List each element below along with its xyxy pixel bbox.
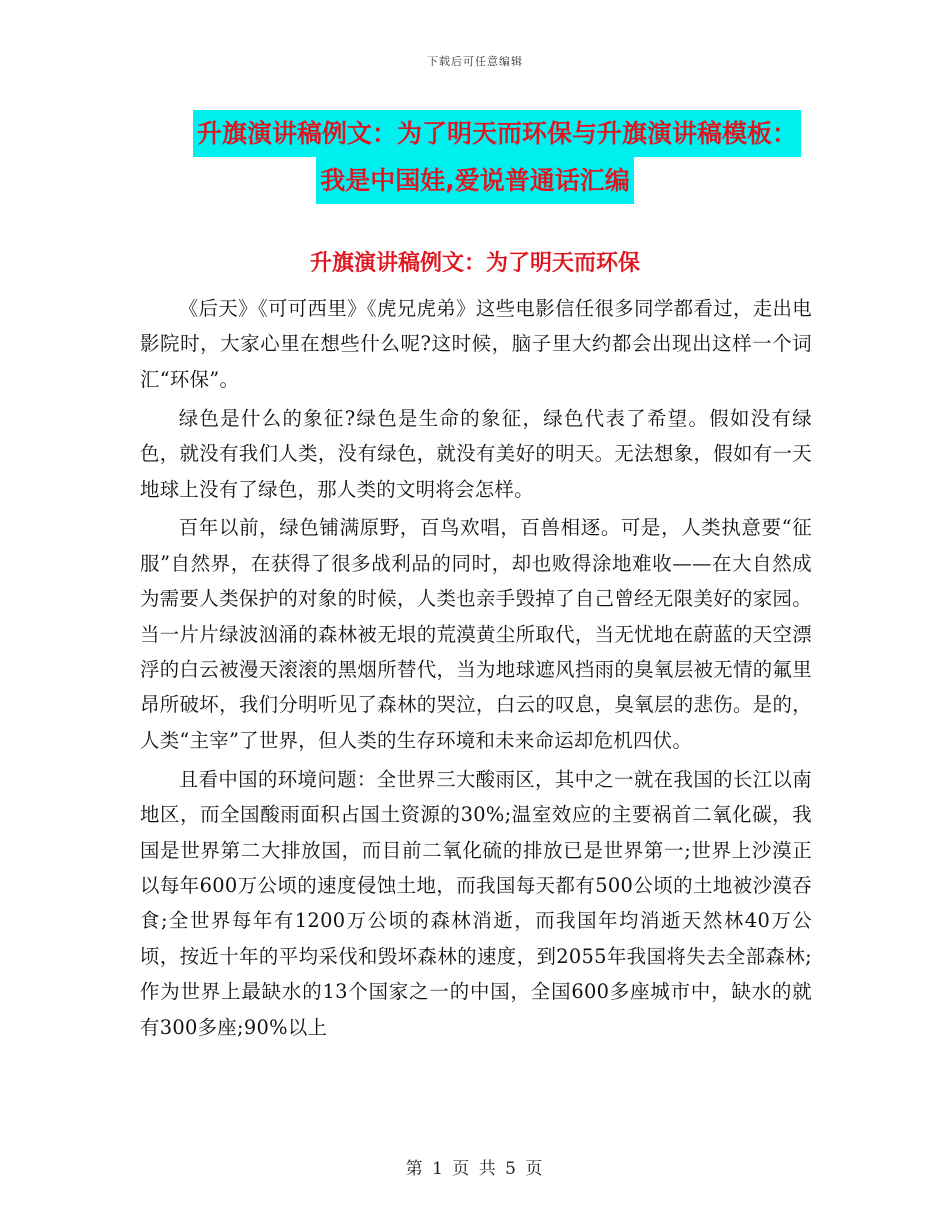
paragraph-1: 《后天》《可可西里》《虎兄虎弟》这些电影信任很多同学都看过，走出电影院时，大家心里在想些什么呢?这时候，脑子里大约都会出现出这样一个词汇“环保”。	[140, 297, 812, 391]
header-note: 下载后可任意编辑	[427, 55, 523, 68]
paragraph-4: 且看中国的环境问题：全世界三大酸雨区，其中之一就在我国的长江以南地区，而全国酸雨面积占国土资源的30%;温室效应的主要祸首二氧化碳，我国是世界第二大排放国，而目前二氧化硫的排放已是世界第一;世界上沙漠正以每年600万公顷的速度侵蚀土地，而我国每天都有500公顷的土地被沙漠吞食;全世界每年有1200万公顷的森林消逝，而我国年均消逝天然林40万公顷，按近十年的平均采伐和毁坏森林的速度，到2055年我国将失去全部森林;作为世界上最缺水的13个国家之一的中国，全国600多座城市中，缺水的就有300多座;90%以上	[140, 767, 812, 1039]
document-title-line-2: 我是中国娃,爱说普通话汇编	[316, 157, 634, 204]
paragraph-3: 百年以前，绿色铺满原野，百鸟欢唱，百兽相逐。可是，人类执意要“征服”自然界，在获得了很多战利品的同时，却也败得涂地难收——在大自然成为需要人类保护的对象的时候，人类也亲手毁掉了自己曾经无限美好的家园。当一片片绿波汹涌的森林被无垠的荒漠黄尘所取代，当无忧地在蔚蓝的天空漂浮的白云被漫天滚滚的黑烟所替代，当为地球遮风挡雨的臭氧层被无情的氟里昂所破坏，我们分明听见了森林的哭泣，白云的叹息，臭氧层的悲伤。是的，人类“主宰”了世界，但人类的生存环境和未来命运却危机四伏。	[140, 516, 812, 752]
document-title	[0, 110, 950, 204]
page-number-footer: 第 1 页 共 5 页	[405, 1159, 545, 1179]
body-text	[140, 291, 812, 1049]
paragraph-2: 绿色是什么的象征?绿色是生命的象征，绿色代表了希望。假如没有绿色，就没有我们人类，没有绿色，就没有美好的明天。无法想象，假如有一天地球上没有了绿色，那人类的文明将会怎样。	[140, 406, 812, 501]
section-heading: 升旗演讲稿例文：为了明天而环保	[309, 251, 640, 276]
document-title-line-1: 升旗演讲稿例文：为了明天而环保与升旗演讲稿模板：	[193, 110, 801, 157]
